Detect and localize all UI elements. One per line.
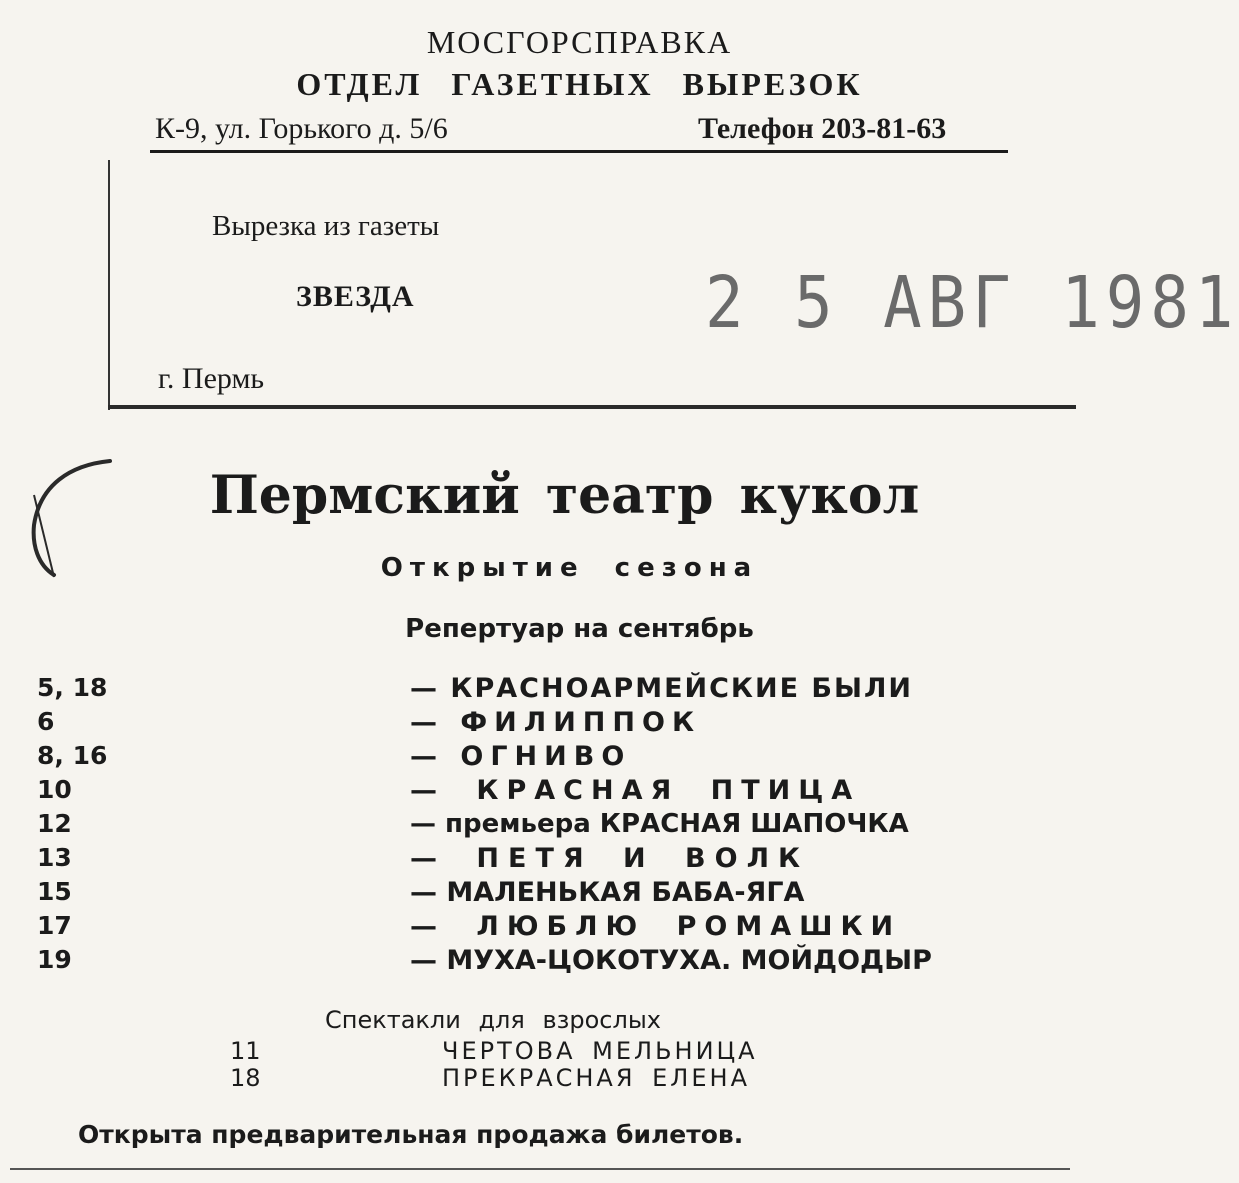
- schedule-dates: 10: [37, 775, 72, 804]
- adult-schedule-row: [0, 1037, 1089, 1067]
- clipping-header: [0, 0, 1239, 415]
- article-title: Пермский театр кукол: [209, 465, 920, 526]
- schedule-row: [0, 911, 1089, 945]
- org-name: МОСГОРСПРАВКА: [426, 24, 733, 60]
- schedule-row: [0, 945, 1089, 979]
- article-subtitle: Открытие сезона: [380, 553, 759, 583]
- adult-schedule-play: ПРЕКРАСНАЯ ЕЛЕНА: [442, 1064, 750, 1092]
- org-address: К-9, ул. Горького д. 5/6: [155, 112, 448, 145]
- adult-schedule-dates: 11: [230, 1037, 261, 1065]
- schedule-dates: 15: [37, 877, 72, 906]
- schedule-dates: 6: [37, 707, 55, 736]
- newspaper-name: ЗВЕЗДА: [296, 280, 415, 313]
- city-name: г. Пермь: [158, 362, 265, 395]
- schedule-play: — премьера КРАСНАЯ ШАПОЧКА: [410, 809, 909, 839]
- schedule-row: [0, 843, 1089, 877]
- date-stamp: 2 5 АВГ 1981: [705, 262, 1239, 345]
- schedule-play: — ПЕТЯ И ВОЛК: [410, 843, 810, 874]
- schedule-play: — КРАСНОАРМЕЙСКИЕ БЫЛИ: [410, 673, 914, 704]
- schedule-dates: 8, 16: [37, 741, 108, 770]
- schedule-row: [0, 707, 1089, 741]
- adult-plays-heading: Спектакли для взрослых: [325, 1006, 661, 1034]
- schedule-row: [0, 877, 1089, 911]
- schedule-row: [0, 673, 1089, 707]
- header-bottom-border: [108, 405, 1076, 409]
- header-left-border: [108, 160, 110, 410]
- schedule-play: — ОГНИВО: [410, 741, 632, 772]
- header-divider: [150, 150, 1008, 153]
- clipping-bottom-edge: [10, 1168, 1070, 1170]
- schedule-play: — ФИЛИППОК: [410, 707, 702, 738]
- schedule-dates: 5, 18: [37, 673, 108, 702]
- schedule-dates: 17: [37, 911, 72, 940]
- adult-schedule-play: ЧЕРТОВА МЕЛЬНИЦА: [442, 1037, 758, 1065]
- schedule-dates: 12: [37, 809, 72, 838]
- schedule-play: — МУХА-ЦОКОТУХА. МОЙДОДЫР: [410, 945, 932, 976]
- schedule-play: — КРАСНАЯ ПТИЦА: [410, 775, 861, 806]
- repertoire-heading: Репертуар на сентябрь: [405, 614, 754, 644]
- schedule-dates: 19: [37, 945, 72, 974]
- schedule-row: [0, 809, 1089, 843]
- schedule-row: [0, 741, 1089, 775]
- org-phone: Телефон 203-81-63: [698, 112, 947, 145]
- schedule-play: — ЛЮБЛЮ РОМАШКИ: [410, 911, 902, 942]
- adult-schedule-row: [0, 1064, 1089, 1094]
- adult-schedule-dates: 18: [230, 1064, 261, 1092]
- clip-label: Вырезка из газеты: [212, 210, 440, 242]
- org-department: ОТДЕЛ ГАЗЕТНЫХ ВЫРЕЗОК: [296, 66, 863, 102]
- schedule-dates: 13: [37, 843, 72, 872]
- ticket-sales-note: Открыта предварительная продажа билетов.: [78, 1120, 744, 1149]
- schedule-row: [0, 775, 1089, 809]
- schedule-play: — МАЛЕНЬКАЯ БАБА-ЯГА: [410, 877, 805, 908]
